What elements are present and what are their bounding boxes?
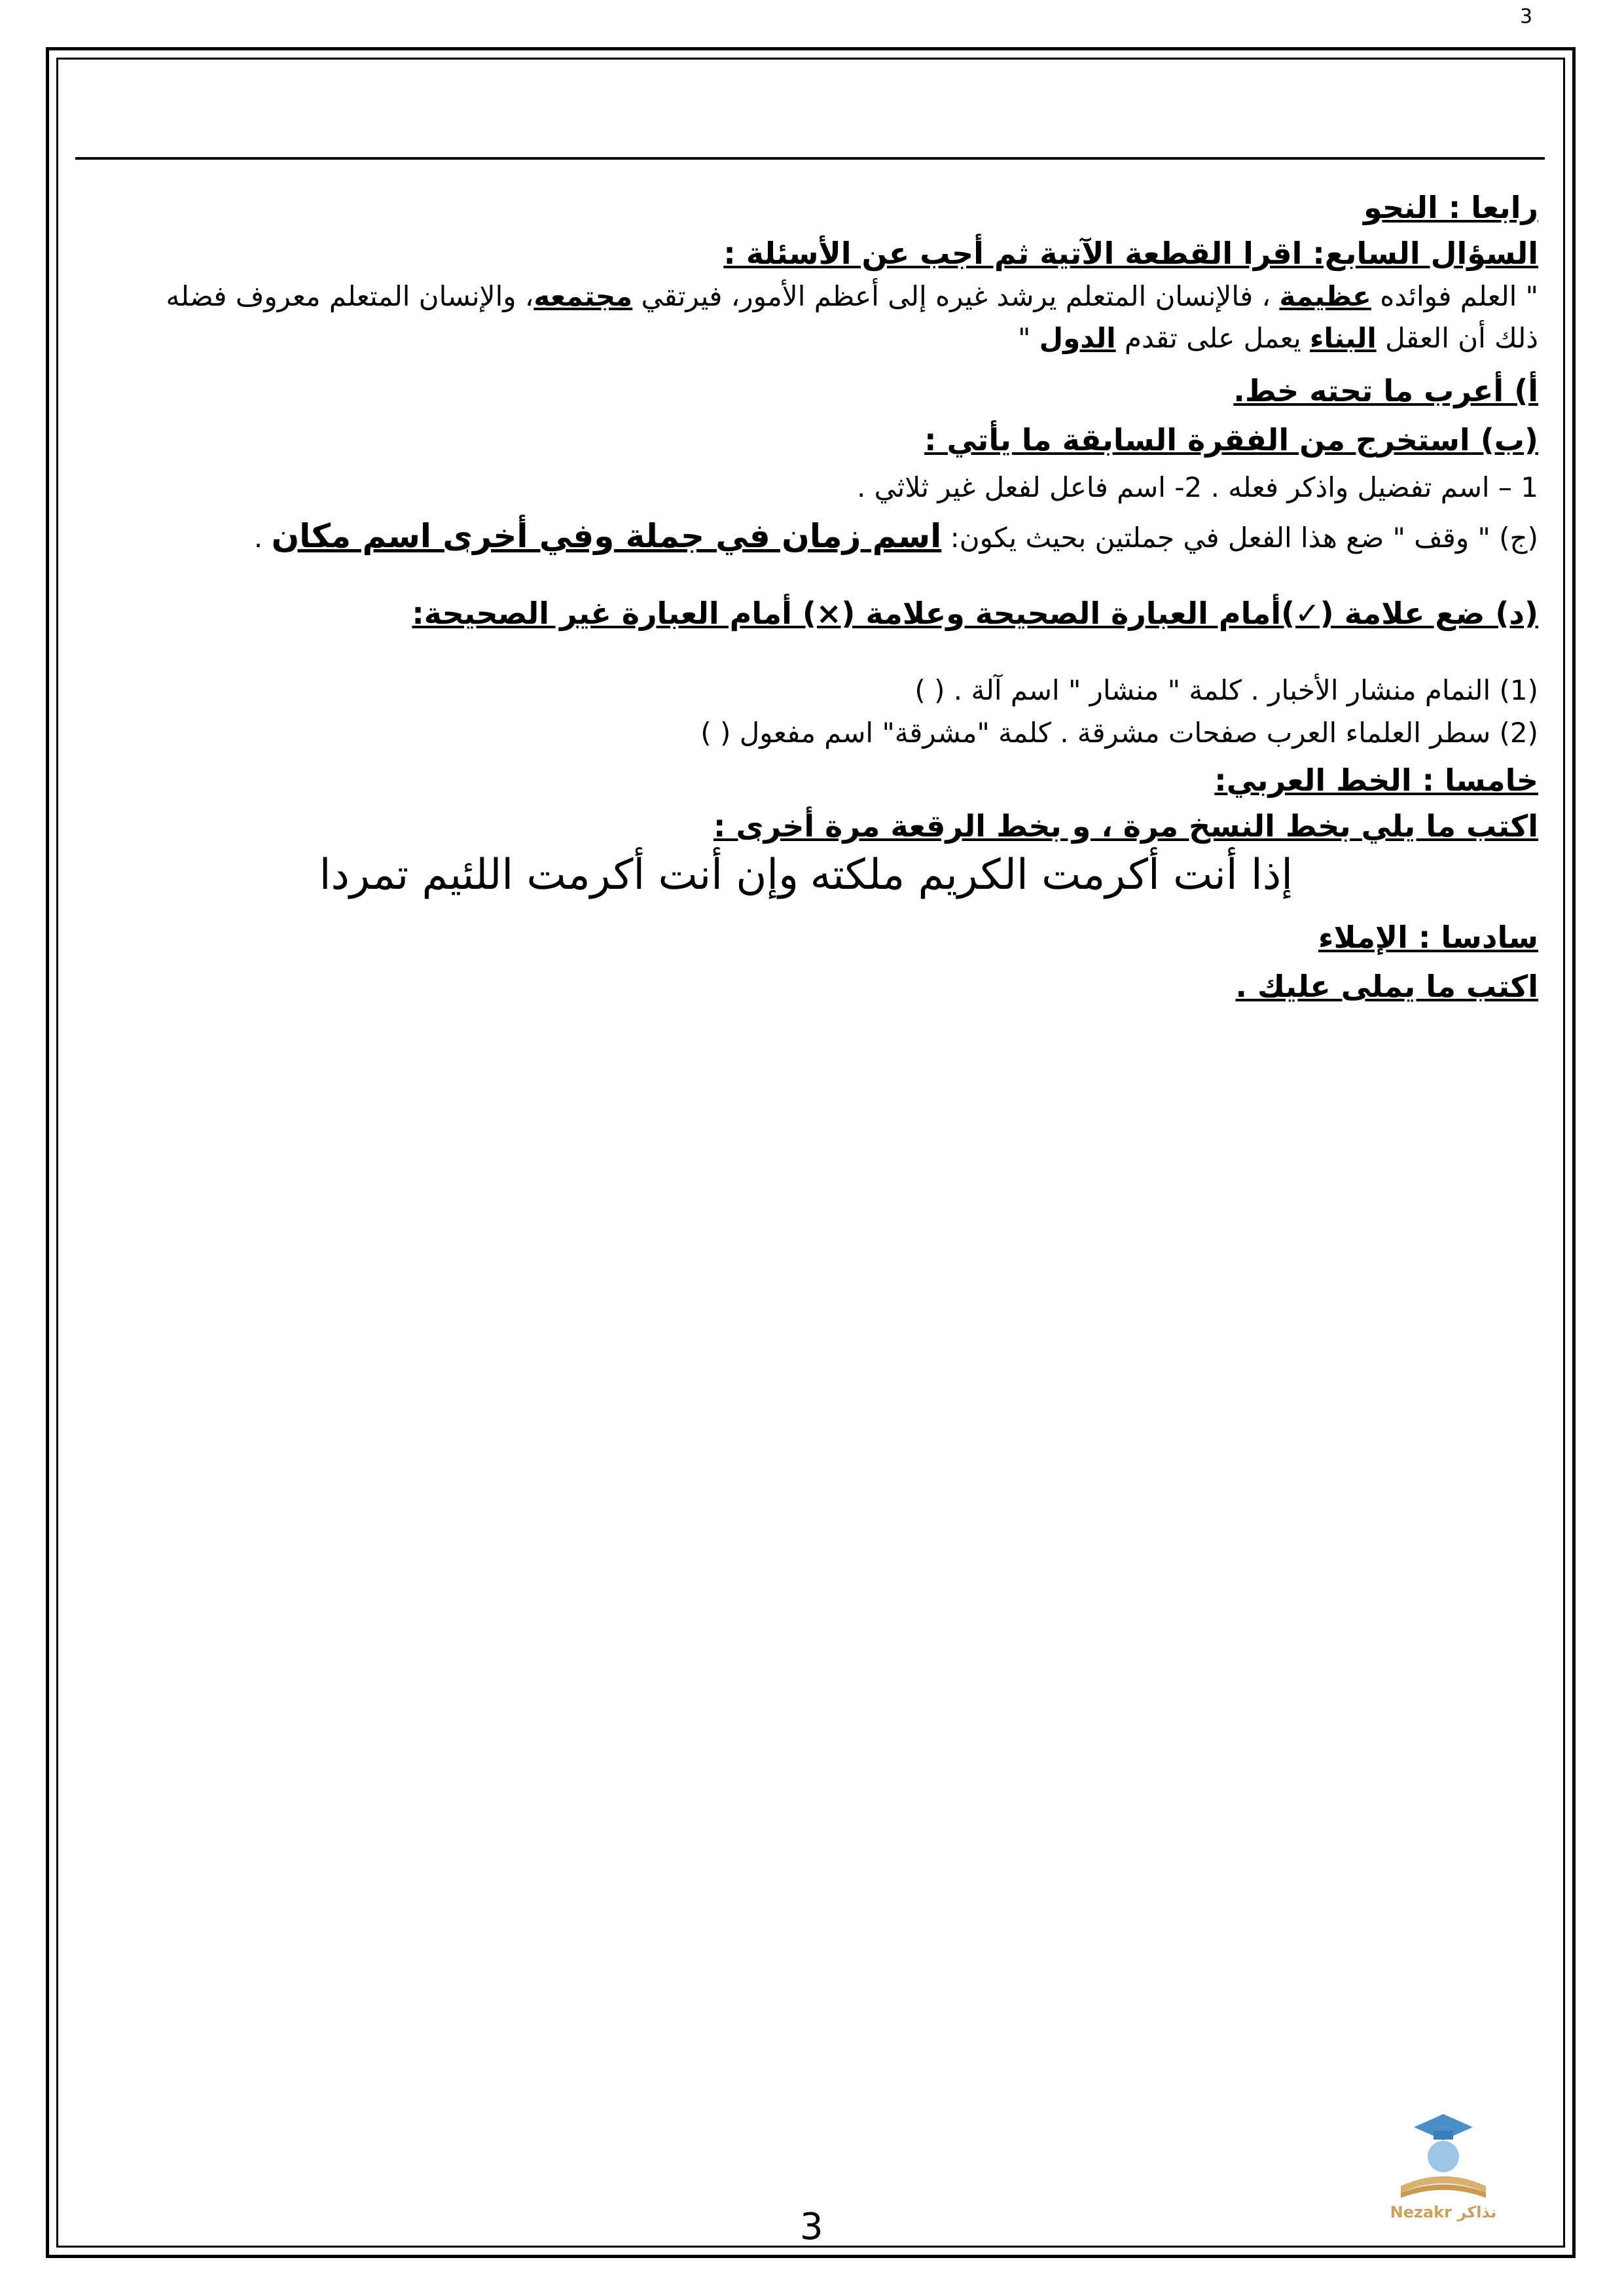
graduation-cap-book-logo-icon: [1381, 2101, 1506, 2225]
q7-title: السؤال السابع: اقرا القطعة الآتية ثم أجب عن الأسئلة :: [723, 236, 1538, 271]
passage-line-1: [166, 280, 1538, 312]
page-number-top: 3: [1520, 5, 1533, 28]
question-c-end: .: [253, 522, 272, 554]
question-d: (د) ضع علامة (✓)أمام العبارة الصحيحة وعلامة (×) أمام العبارة غير الصحيحة:: [412, 596, 1538, 631]
passage-text: ": [1017, 322, 1039, 354]
section4-title: رابعا : النحو: [1363, 190, 1538, 225]
passage-underlined-word: البناء: [1310, 322, 1377, 354]
logo-text: Nezakr نذاكر: [1390, 2203, 1497, 2221]
header-rule: [75, 157, 1545, 160]
page-number-bottom: 3: [800, 2206, 823, 2248]
passage-underlined-word: عظيمة: [1279, 280, 1371, 312]
section5-title: خامسا : الخط العربي:: [1214, 762, 1538, 798]
passage-underlined-word: مجتمعه: [533, 280, 633, 312]
passage-text: ذلك أن العقل: [1376, 322, 1538, 354]
question-d-item-2: (2) سطر العلماء العرب صفحات مشرقة . كلمة "مشرقة" اسم مفعول ( ): [700, 717, 1538, 749]
poem-second-hemistich: وإن أنت أكرمت اللئيم تمردا: [319, 851, 799, 899]
question-c-emphasis: اسم زمان في جملة وفي أخرى اسم مكان: [271, 517, 942, 555]
passage-underlined-word: الدول: [1039, 322, 1116, 354]
question-b: (ب) استخرج من الفقرة السابقة ما يأتي :: [924, 422, 1538, 457]
passage-line-2: [1018, 322, 1538, 354]
question-c-text: (ج) " وقف " ضع هذا الفعل في جملتين بحيث يكون:: [941, 522, 1538, 554]
section5-task: اكتب ما يلي بخط النسخ مرة ، و بخط الرقعة مرة أخرى :: [713, 808, 1538, 844]
nezakr-logo: [1381, 2101, 1506, 2225]
question-a: أ) أعرب ما تحته خط.: [1233, 373, 1538, 408]
poem-first-hemistich: إذا أنت أكرمت الكريم ملكته: [810, 851, 1293, 899]
passage-text: ، والإنسان المتعلم معروف فضله: [166, 280, 534, 312]
question-b-items: 1 – اسم تفضيل واذكر فعله . 2- اسم فاعل لفعل غير ثلاثي .: [856, 471, 1538, 503]
question-d-item-1: (1) النمام منشار الأخبار . كلمة " منشار " اسم آلة . ( ): [914, 674, 1538, 706]
passage-text: يعمل على تقدم: [1115, 322, 1310, 354]
section6-title: سادسا : الإملاء: [1318, 920, 1538, 955]
section6-task: اكتب ما يملى عليك .: [1235, 969, 1538, 1004]
passage-text: ، فالإنسان المتعلم يرشد غيره إلى أعظم الأمور، فيرتقي: [632, 280, 1280, 312]
passage-text: " العلم فوائده: [1371, 280, 1538, 312]
question-c: [254, 517, 1538, 555]
